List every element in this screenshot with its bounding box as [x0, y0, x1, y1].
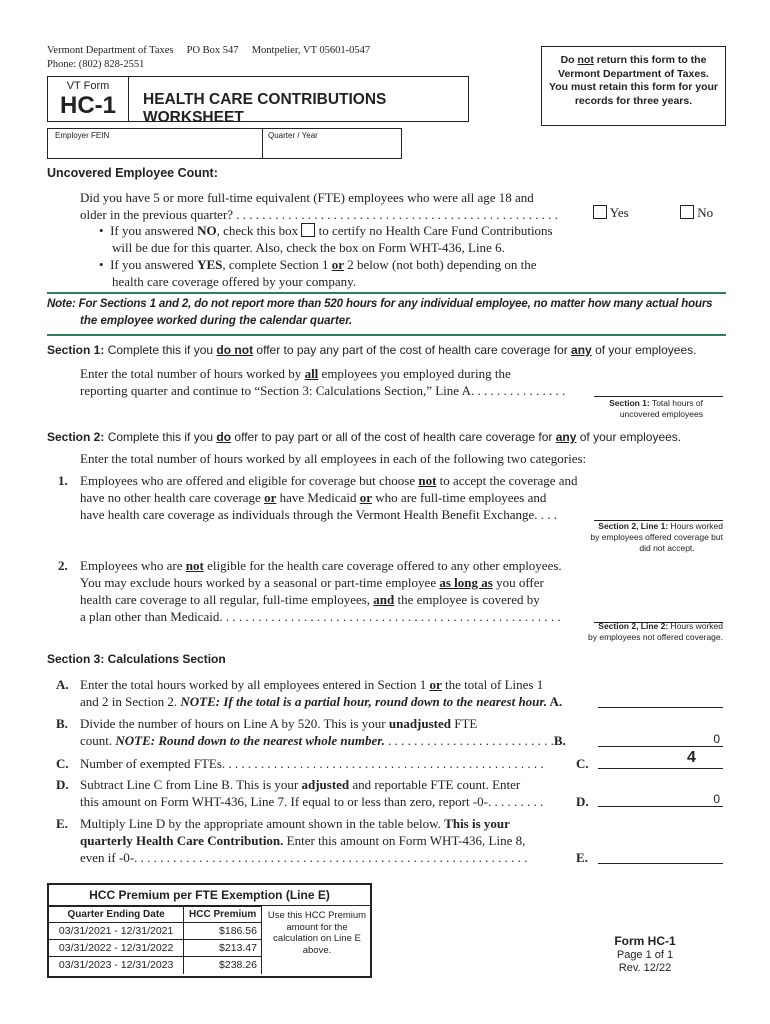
line-a-field[interactable]: [598, 692, 723, 708]
footer-page: Page 1 of 1: [616, 949, 674, 961]
table-row-premium: $213.47: [184, 940, 262, 957]
line-b-field[interactable]: [598, 731, 723, 747]
quarter-field[interactable]: [265, 141, 399, 157]
section1-text1: Enter the total number of hours worked by all employees you employed during the: [80, 366, 511, 381]
fein-label: Employer FEIN: [55, 131, 110, 140]
form-code-box: [47, 76, 129, 122]
section2-line2-a: Employees who are not eligible for the health care coverage offered to any other employees.: [80, 558, 562, 573]
line-c-text: Number of exempted FTEs. . . . . . . . . . . . . . . . . . . . . . . . . . . . . . . . . . . . . . . . . . . . . . . . . .: [80, 756, 544, 771]
section3-heading: Section 3: Calculations Section: [47, 652, 226, 666]
note-line2: the employee worked during the calendar quarter.: [80, 315, 353, 327]
section2-line1-c: have health care coverage as individuals through the Vermont Health Benefit Exchange. . . .: [80, 507, 557, 522]
vt-form-label: VT Form: [66, 80, 110, 92]
table-row-period: 03/31/2021 - 12/31/2021: [49, 923, 184, 940]
dept-phone: Phone: (802) 828-2551: [47, 59, 145, 70]
line-d-value: 0: [713, 792, 720, 806]
section2-heading: Section 2: Complete this if you do offer to pay part or all of the cost of health care coverage for any of your employees.: [47, 430, 682, 444]
footer-rev: Rev. 12/22: [618, 962, 672, 974]
line-b-value: 0: [713, 732, 720, 746]
certify-no-contributions-checkbox[interactable]: [301, 223, 315, 237]
no-label: No: [697, 205, 714, 220]
form-title-box: [47, 76, 469, 126]
line-b-text2: count. NOTE: Round down to the nearest whole number. . . . . . . . . . . . . . . . . . . . . . . . . . .B.: [80, 733, 566, 748]
section2-line1-number: 1.: [58, 473, 68, 488]
line-e-text2: quarterly Health Care Contribution. Enter this amount on Form WHT-436, Line 8,: [80, 833, 526, 848]
line-d-text2: this amount on Form WHT-436, Line 7. If equal to or less than zero, report -0-. . . . . . . . .: [80, 794, 544, 809]
line-e-letter: E.: [56, 816, 68, 831]
section2-line1-a: Employees who are offered and eligible for coverage but choose not to accept the coverage and: [80, 473, 578, 488]
line-d-field[interactable]: [598, 791, 723, 807]
table-row-period: 03/31/2023 - 12/31/2023: [49, 957, 184, 974]
line-c-field[interactable]: [598, 750, 723, 769]
section2-line1-caption: Section 2, Line 1: Hours worked by employees offered coverage but did not accept.: [590, 521, 723, 553]
line-a-text1: Enter the total hours worked by all employees entered in Section 1 or the total of Lines 1: [80, 677, 544, 692]
form-code: HC-1: [59, 92, 116, 119]
form-footer: [590, 934, 700, 974]
table-row-premium: $186.56: [184, 923, 262, 940]
section2-line2-number: 2.: [58, 558, 68, 573]
line-d-end: D.: [576, 794, 589, 809]
line-c-end: C.: [576, 756, 589, 771]
line-e-text3: even if -0-. . . . . . . . . . . . . . . . . . . . . . . . . . . . . . . . . . . . . . . . . . . . . . . . . . . . . . . . . . . . .: [80, 850, 528, 865]
line-c-letter: C.: [56, 756, 69, 771]
bullet-yes: • If you answered YES, complete Section 1 or 2 below (not both) depending on the: [99, 257, 537, 272]
section2-intro: Enter the total number of hours worked by all employees in each of the following two categories:: [80, 451, 587, 466]
table-row-period: 03/31/2022 - 12/31/2022: [49, 940, 184, 957]
col-premium-header: HCC Premium: [184, 907, 262, 923]
col-quarter-header: Quarter Ending Date: [49, 907, 184, 923]
section1-text2: reporting quarter and continue to “Section 3: Calculations Section,” Line A. . . . . . . . . . . . . . .: [80, 383, 566, 398]
line-d-letter: D.: [56, 777, 69, 792]
fein-field[interactable]: [51, 141, 259, 157]
line-b-letter: B.: [56, 716, 68, 731]
line-e-end: E.: [576, 850, 588, 865]
section2-line2-c: health care coverage to all regular, full-time employees, and the employee is covered by: [80, 592, 540, 607]
line-e-field[interactable]: [598, 848, 723, 864]
no-option[interactable]: [680, 204, 713, 221]
no-checkbox[interactable]: [680, 205, 694, 219]
premium-table: [47, 883, 372, 978]
note-top-rule: [47, 292, 726, 294]
form-title: HEALTH CARE CONTRIBUTIONS WORKSHEET: [143, 91, 387, 126]
bullet-yes-line2: health care coverage offered by your company.: [112, 274, 356, 289]
section1-hours-field[interactable]: [594, 381, 723, 397]
employer-info-box: [47, 128, 402, 159]
premium-side-note: Use this HCC Premium amount for the calculation on Line E above.: [267, 910, 367, 956]
uncovered-question-line1: Did you have 5 or more full-time equivalent (FTE) employees who were all age 18 and: [80, 190, 534, 205]
bullet-no: • If you answered NO, check this box to certify no Health Care Fund Contributions: [99, 223, 553, 238]
line-c-value: 4: [687, 749, 696, 766]
yes-option[interactable]: [593, 204, 629, 221]
section2-line2-caption: Section 2, Line 2: Hours worked by employees not offered coverage.: [588, 621, 723, 642]
section2-line2-d: a plan other than Medicaid. . . . . . . . . . . . . . . . . . . . . . . . . . . . . . . . . . . . . . . . . . . . . . . . . . . . .: [80, 609, 561, 624]
yes-checkbox[interactable]: [593, 205, 607, 219]
note-line1: Note: For Sections 1 and 2, do not report more than 520 hours for any individual employee, no matter how many actual hours: [47, 298, 713, 310]
footer-form: Form HC-1: [614, 934, 676, 948]
quarter-label: Quarter / Year: [268, 131, 318, 140]
uncovered-heading: Uncovered Employee Count:: [47, 166, 218, 180]
dept-address: Vermont Department of Taxes PO Box 547 Montpelier, VT 05601-0547: [47, 45, 371, 56]
line-a-text2: and 2 in Section 2. NOTE: If the total is a partial hour, round down to the nearest hour. A.: [80, 694, 563, 709]
line-a-letter: A.: [56, 677, 69, 692]
premium-table-title: HCC Premium per FTE Exemption (Line E): [49, 885, 370, 906]
section1-heading: Section 1: Complete this if you do not offer to pay any part of the cost of health care coverage for any of your employees.: [47, 343, 697, 357]
line-b-text1: Divide the number of hours on Line A by 520. This is your unadjusted FTE: [80, 716, 478, 731]
uncovered-question-line2: older in the previous quarter? . . . . . . . . . . . . . . . . . . . . . . . . . . . . . . . . . . . . . . . . . . . . . . . . . .: [80, 207, 559, 222]
bullet-no-line2: will be due for this quarter. Also, check the box on Form WHT-436, Line 6.: [112, 240, 505, 255]
line-d-text1: Subtract Line C from Line B. This is your adjusted and reportable FTE count. Enter: [80, 777, 521, 792]
yes-label: Yes: [609, 205, 629, 220]
table-row-premium: $238.26: [184, 957, 262, 974]
premium-table-grid: [48, 906, 262, 974]
section1-caption: Section 1: Total hours of uncovered employees: [609, 398, 703, 419]
note-bottom-rule: [47, 334, 726, 336]
line-e-text1: Multiply Line D by the appropriate amount shown in the table below. This is your: [80, 816, 510, 831]
retain-notice: Do not return this form to the Vermont Department of Taxes. You must retain this form for your records for three years.: [541, 46, 726, 126]
section2-line1-b: have no other health care coverage or have Medicaid or who are full-time employees and: [80, 490, 547, 505]
section2-line1-field[interactable]: [594, 505, 723, 521]
section2-line2-b: You may exclude hours worked by a seasonal or part-time employee as long as you offer: [80, 575, 544, 590]
